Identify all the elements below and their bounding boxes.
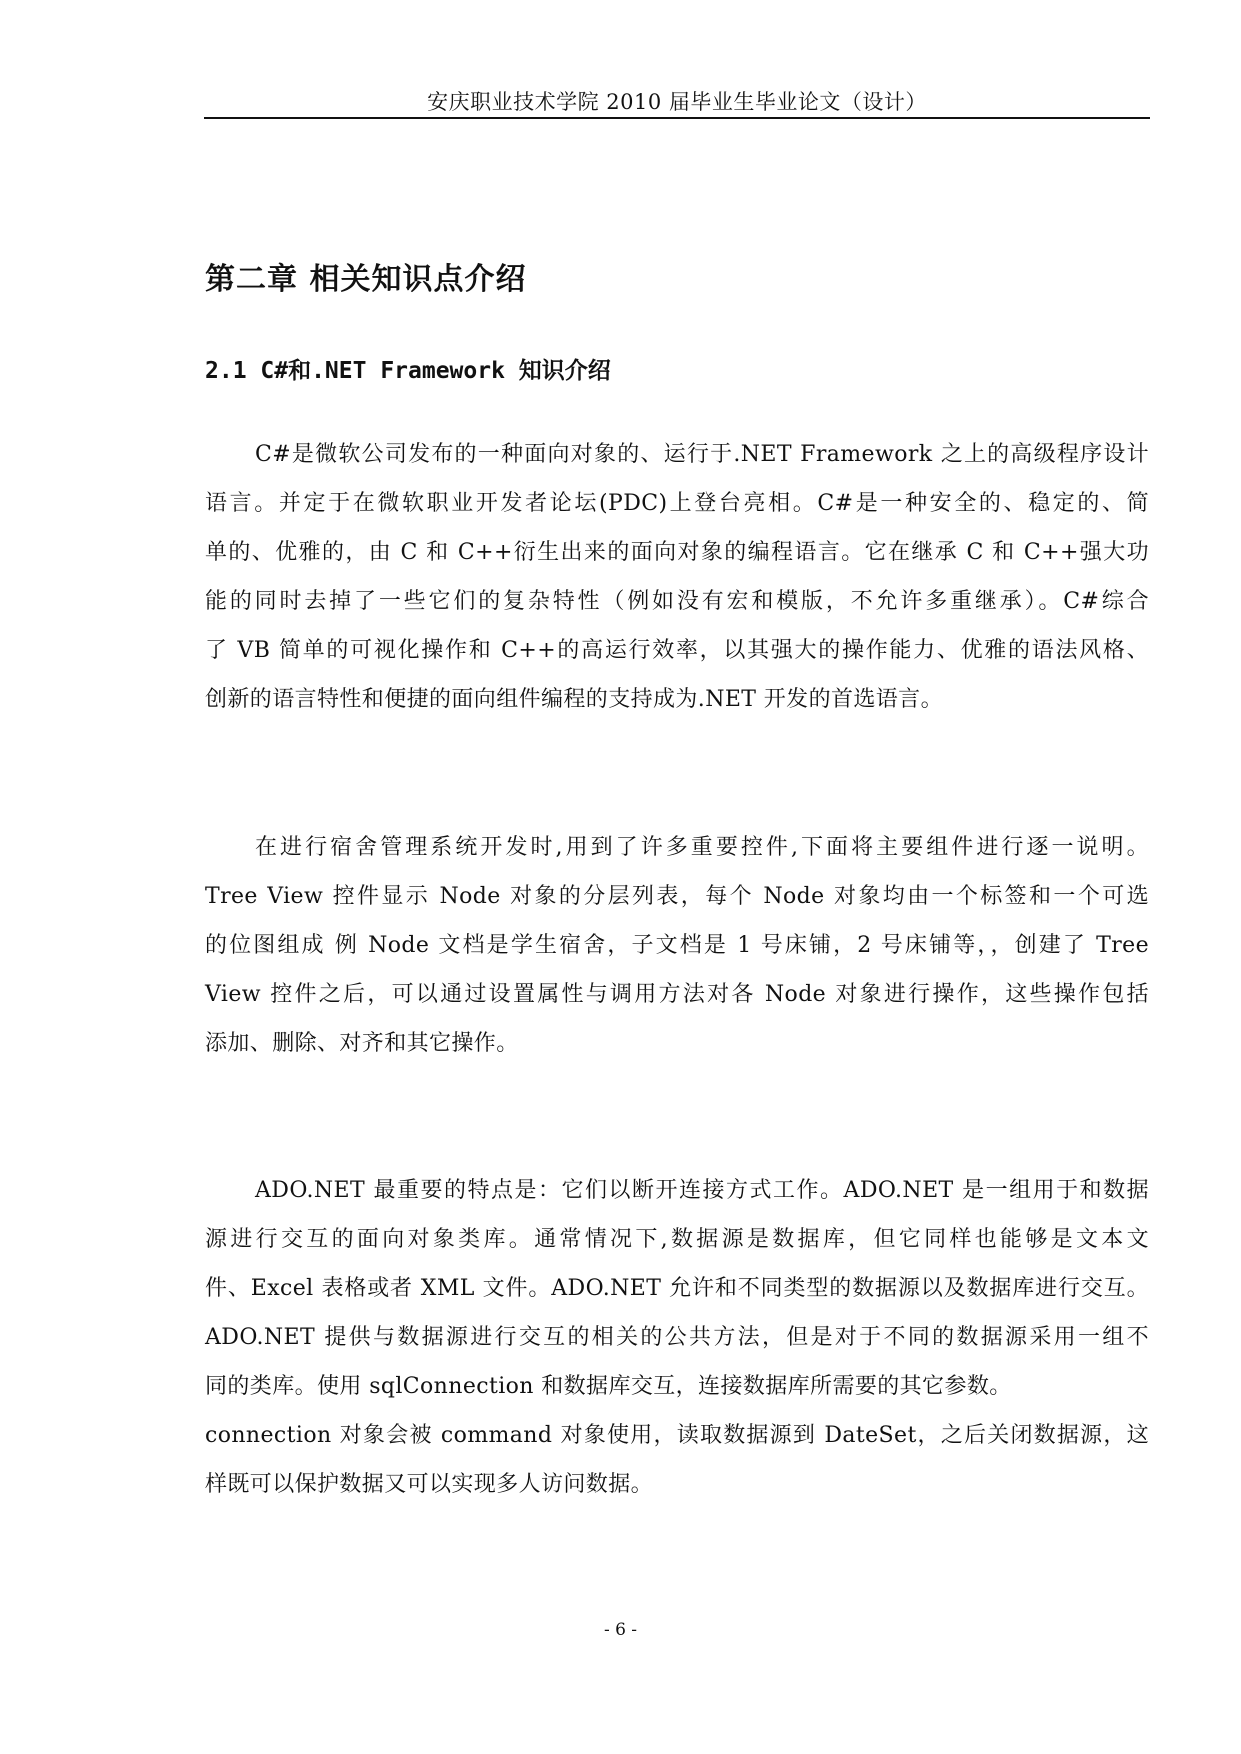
paragraph-line: ADO.NET 最重要的特点是：它们以断开连接方式工作。ADO.NET 是一组用于和数据 xyxy=(255,1178,1149,1203)
paragraph-line: View 控件之后，可以通过设置属性与调用方法对各 Node 对象进行操作，这些操作包括 xyxy=(205,982,1149,1007)
paragraph-line: 同的类库。使用 sqlConnection 和数据库交互，连接数据库所需要的其它参数。 xyxy=(205,1374,1012,1399)
paragraph-line: 样既可以保护数据又可以实现多人访问数据。 xyxy=(205,1472,654,1497)
paragraph-line: connection 对象会被 command 对象使用，读取数据源到 DateSet，之后关闭数据源，这 xyxy=(205,1423,1149,1448)
paragraph-line: 的位图组成 例 Node 文档是学生宿舍，子文档是 1 号床铺，2 号床铺等，，创建了 Tree xyxy=(205,933,1149,958)
header-divider xyxy=(204,117,1150,119)
paragraph-csharp xyxy=(205,430,1149,724)
paragraph-line: 能的同时去掉了一些它们的复杂特性（例如没有宏和模版，不允许多重继承）。C#综合 xyxy=(205,589,1149,614)
chapter-title: 第二章 相关知识点介绍 xyxy=(205,262,527,297)
paragraph-line: 源进行交互的面向对象类库。通常情况下,数据源是数据库，但它同样也能够是文本文 xyxy=(205,1227,1149,1252)
paragraph-line: 添加、删除、对齐和其它操作。 xyxy=(205,1031,519,1056)
section-title: 2.1 C#和.NET Framework 知识介绍 xyxy=(205,358,611,384)
page-number: - 6 - xyxy=(603,1620,638,1640)
paragraph-line: C#是微软公司发布的一种面向对象的、运行于.NET Framework 之上的高级程序设计 xyxy=(255,442,1149,467)
paragraph-treeview xyxy=(205,823,1149,1068)
paragraph-line: 在进行宿舍管理系统开发时,用到了许多重要控件,下面将主要组件进行逐一说明。 xyxy=(255,835,1149,860)
paragraph-line: 件、Excel 表格或者 XML 文件。ADO.NET 允许和不同类型的数据源以及数据库进行交互。 xyxy=(205,1276,1149,1301)
paragraph-line: 创新的语言特性和便捷的面向组件编程的支持成为.NET 开发的首选语言。 xyxy=(205,687,943,712)
paragraph-line: 语言。并定于在微软职业开发者论坛(PDC)上登台亮相。C#是一种安全的、稳定的、简 xyxy=(205,491,1149,516)
paragraph-line: ADO.NET 提供与数据源进行交互的相关的公共方法，但是对于不同的数据源采用一组不 xyxy=(205,1325,1149,1350)
paragraph-line: 了 VB 简单的可视化操作和 C++的高运行效率，以其强大的操作能力、优雅的语法风格、 xyxy=(205,638,1149,663)
header-title: 安庆职业技术学院 2010 届毕业生毕业论文（设计） xyxy=(427,90,927,114)
paragraph-line: 单的、优雅的，由 C 和 C++衍生出来的面向对象的编程语言。它在继承 C 和 C++强大功 xyxy=(205,540,1149,565)
paragraph-adonet xyxy=(205,1166,1149,1509)
paragraph-line: Tree View 控件显示 Node 对象的分层列表，每个 Node 对象均由一个标签和一个可选 xyxy=(205,884,1149,909)
